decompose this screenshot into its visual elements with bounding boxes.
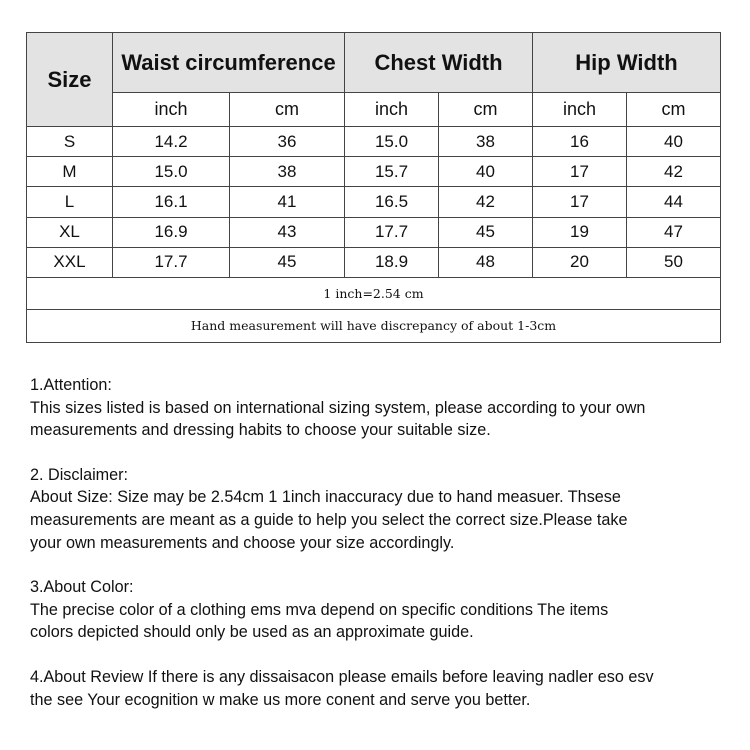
table-row [27, 247, 721, 277]
note-line: the see Your ecognition w make us more conent and serve you better. [30, 690, 531, 709]
table-cell: 16 [533, 127, 627, 157]
table-cell: 17 [533, 157, 627, 187]
conversion-row [27, 277, 721, 309]
unit-cell: inch [345, 93, 439, 127]
note-line: 4.About Review If there is any dissaisacon please emails before leaving nadler eso esv [30, 667, 654, 686]
header-chest: Chest Width [345, 33, 533, 93]
table-cell: 16.1 [113, 187, 230, 217]
size-chart-table [26, 32, 721, 343]
table-cell: 43 [230, 217, 345, 247]
unit-cell: inch [113, 93, 230, 127]
table-row [27, 217, 721, 247]
table-cell: 38 [230, 157, 345, 187]
table-cell: 41 [230, 187, 345, 217]
table-cell: 45 [230, 247, 345, 277]
discrepancy-row [27, 309, 721, 342]
table-cell: 17.7 [113, 247, 230, 277]
header-row [27, 33, 721, 93]
table-cell: 42 [439, 187, 533, 217]
table-cell: 15.7 [345, 157, 439, 187]
table-row [27, 157, 721, 187]
note-line: measurements and dressing habits to choose your suitable size. [30, 421, 491, 440]
size-label: XXL [27, 247, 113, 277]
note-heading: 3.About Color: [30, 578, 134, 597]
note-line: colors depicted should only be used as an approximate guide. [30, 623, 474, 642]
note-heading: 2. Disclaimer: [30, 465, 129, 484]
table-cell: 38 [439, 127, 533, 157]
size-label: XL [27, 217, 113, 247]
discrepancy-note: Hand measurement will have discrepancy of about 1-3cm [27, 309, 721, 342]
color-note [30, 576, 730, 644]
size-label: L [27, 187, 113, 217]
table-cell: 17 [533, 187, 627, 217]
table-cell: 42 [627, 157, 721, 187]
table-cell: 14.2 [113, 127, 230, 157]
table-cell: 19 [533, 217, 627, 247]
unit-cell: cm [627, 93, 721, 127]
table-cell: 47 [627, 217, 721, 247]
note-heading: 1.Attention: [30, 376, 112, 394]
disclaimer-note [30, 464, 730, 554]
table-cell: 16.5 [345, 187, 439, 217]
note-line: About Size: Size may be 2.54cm 1 1inch inaccuracy due to hand measuer. Thsese [30, 488, 621, 507]
size-label: M [27, 157, 113, 187]
table-cell: 18.9 [345, 247, 439, 277]
note-line: The precise color of a clothing ems mva depend on specific conditions The items [30, 600, 609, 619]
unit-cell: inch [533, 93, 627, 127]
table-cell: 48 [439, 247, 533, 277]
note-line: This sizes listed is based on international sizing system, please according to your own [30, 398, 646, 417]
note-line: your own measurements and choose your size accordingly. [30, 533, 455, 552]
table-cell: 50 [627, 247, 721, 277]
size-label: S [27, 127, 113, 157]
table-cell: 17.7 [345, 217, 439, 247]
unit-cell: cm [230, 93, 345, 127]
table-cell: 40 [439, 157, 533, 187]
table-cell: 15.0 [345, 127, 439, 157]
header-hip: Hip Width [533, 33, 721, 93]
table-row [27, 127, 721, 157]
conversion-note: 1 inch=2.54 cm [27, 277, 721, 309]
table-cell: 15.0 [113, 157, 230, 187]
table-cell: 36 [230, 127, 345, 157]
attention-note [30, 374, 730, 442]
header-size: Size [27, 33, 113, 127]
table-cell: 44 [627, 187, 721, 217]
note-line: measurements are meant as a guide to help you select the correct size.Please take [30, 510, 628, 529]
notes-section [30, 374, 730, 733]
table-row [27, 187, 721, 217]
review-note [30, 666, 730, 711]
table-cell: 20 [533, 247, 627, 277]
unit-cell: cm [439, 93, 533, 127]
table-cell: 16.9 [113, 217, 230, 247]
header-waist: Waist circumference [113, 33, 345, 93]
table-cell: 45 [439, 217, 533, 247]
units-row [27, 93, 721, 127]
table-cell: 40 [627, 127, 721, 157]
